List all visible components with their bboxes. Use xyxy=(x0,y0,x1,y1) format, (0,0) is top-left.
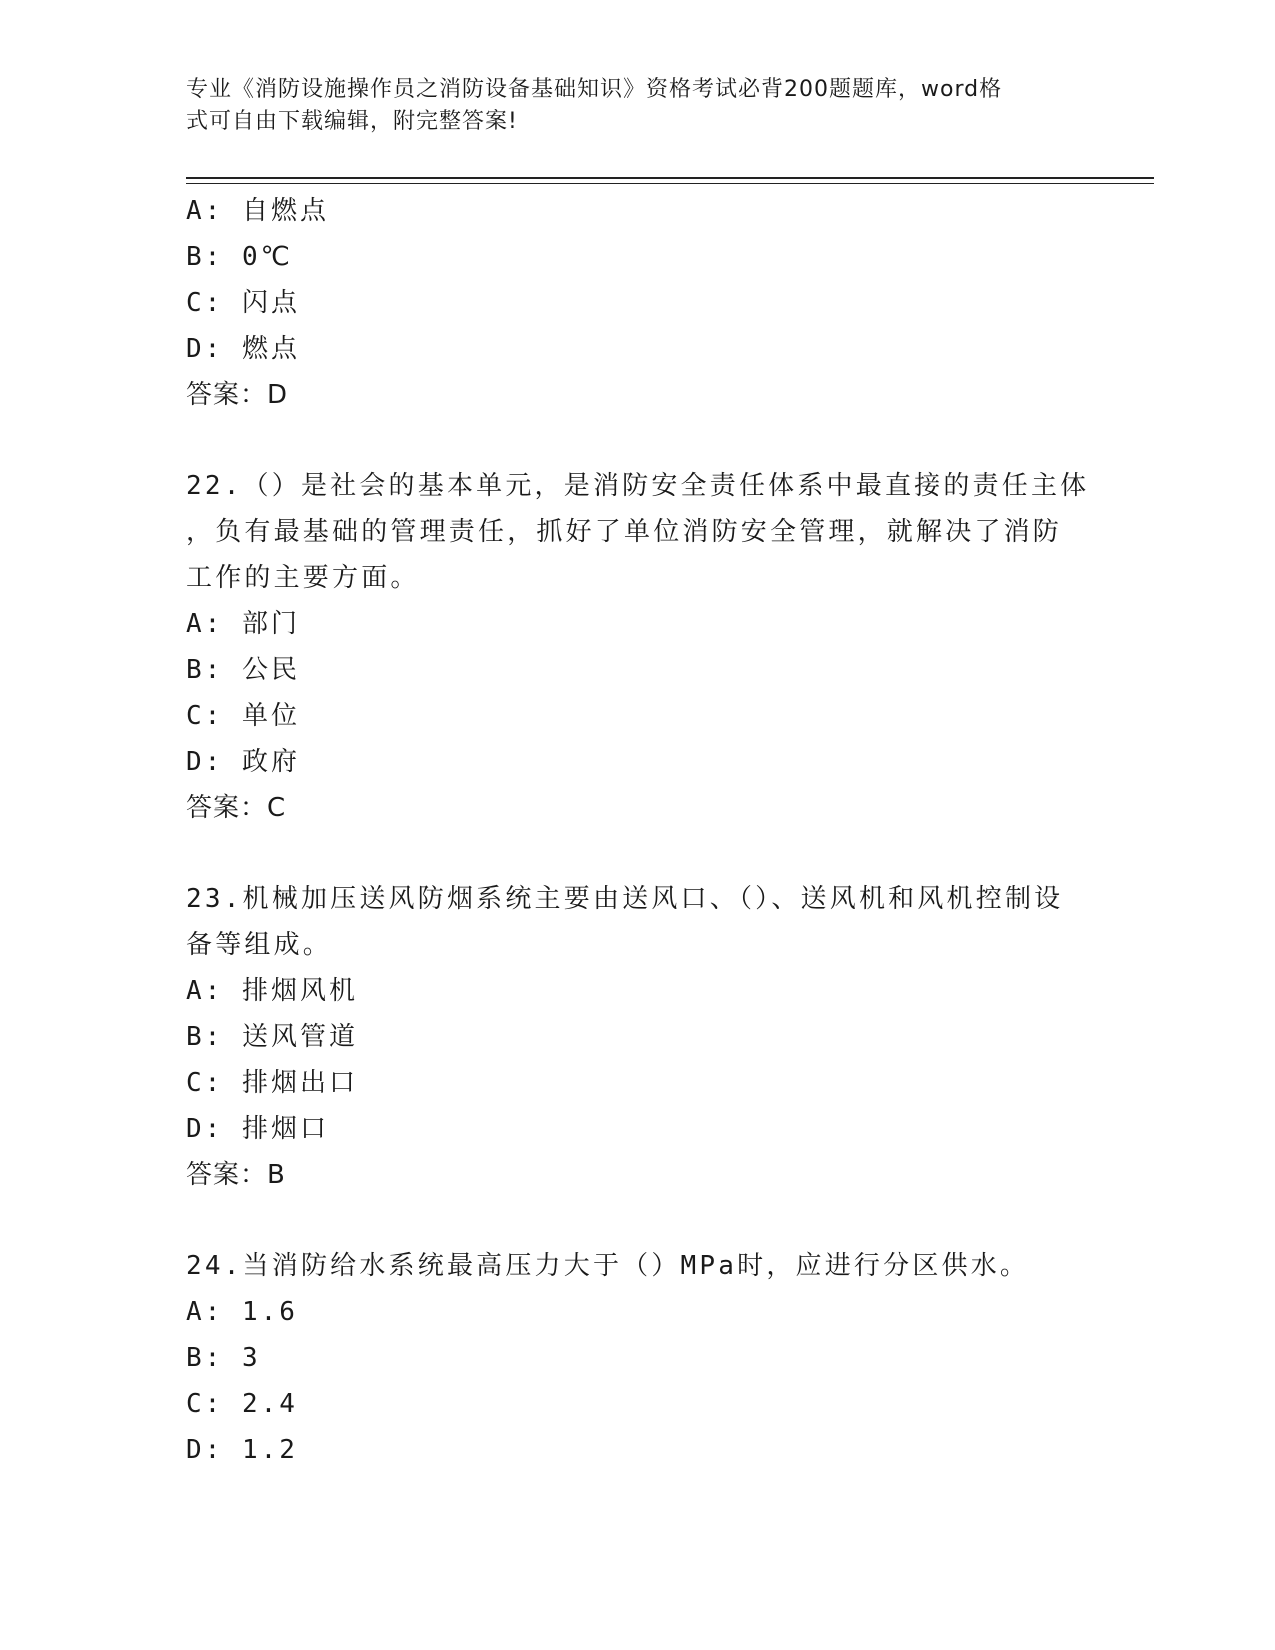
option-d: D: 政府 xyxy=(186,747,300,777)
question-text-line: 23.机械加压送风防烟系统主要由送风口、（）、送风机和风机控制设 xyxy=(186,884,1064,914)
option-c: C: 排烟出口 xyxy=(186,1068,358,1098)
option-a: A: 部门 xyxy=(186,609,300,639)
spacer xyxy=(186,418,1086,463)
header-divider-thick xyxy=(186,177,1154,179)
spacer xyxy=(186,1198,1086,1243)
spacer xyxy=(186,831,1086,876)
option-a: A: 自燃点 xyxy=(186,196,329,226)
option-b: B: 3 xyxy=(186,1343,261,1373)
option-b: B: 公民 xyxy=(186,655,300,685)
question-text-line: ，负有最基础的管理责任，抓好了单位消防安全管理，就解决了消防 xyxy=(186,517,1063,547)
answer: 答案：B xyxy=(186,1160,286,1190)
option-b: B: 0℃ xyxy=(186,242,293,272)
question-24 xyxy=(186,1243,1086,1473)
question-text-line: 工作的主要方面。 xyxy=(186,563,420,593)
option-b: B: 送风管道 xyxy=(186,1022,358,1052)
document-header xyxy=(186,74,1066,138)
option-a: A: 排烟风机 xyxy=(186,976,358,1006)
option-d: D: 燃点 xyxy=(186,334,300,364)
option-d: D: 排烟口 xyxy=(186,1114,329,1144)
header-line-1: 专业《消防设施操作员之消防设备基础知识》资格考试必背200题题库，word格 xyxy=(186,77,1003,102)
option-c: C: 闪点 xyxy=(186,288,300,318)
option-a: A: 1.6 xyxy=(186,1297,298,1327)
answer: 答案：D xyxy=(186,380,289,410)
question-21 xyxy=(186,188,1086,418)
option-d: D: 1.2 xyxy=(186,1435,298,1465)
header-divider-thin xyxy=(186,183,1154,184)
answer: 答案：C xyxy=(186,793,287,823)
header-line-2: 式可自由下载编辑，附完整答案! xyxy=(186,109,518,134)
question-text-line: 24.当消防给水系统最高压力大于（）MPa时，应进行分区供水。 xyxy=(186,1251,1030,1281)
option-c: C: 2.4 xyxy=(186,1389,298,1419)
question-list xyxy=(186,188,1090,1473)
question-22 xyxy=(186,463,1090,831)
question-23 xyxy=(186,876,1086,1198)
option-c: C: 单位 xyxy=(186,701,300,731)
question-text-line: 备等组成。 xyxy=(186,930,333,960)
question-text-line: 22.（）是社会的基本单元，是消防安全责任体系中最直接的责任主体 xyxy=(186,471,1090,501)
